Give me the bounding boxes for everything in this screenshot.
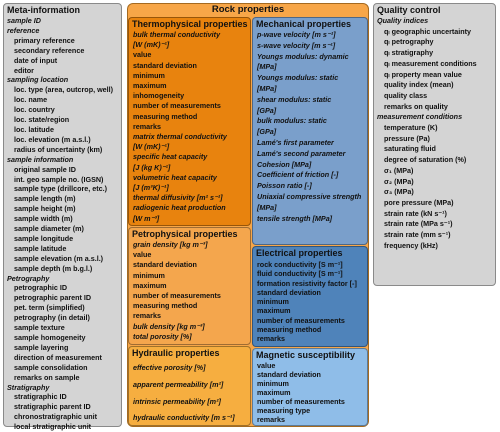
list-item: fluid conductivity [S m⁻¹] <box>257 269 343 279</box>
list-item: petrographic ID <box>14 283 68 293</box>
list-item: number of measurements <box>257 397 345 406</box>
meta-information-title: Meta-information <box>7 5 80 15</box>
list-heading: specific heat capacity <box>133 152 208 162</box>
list-heading: Poisson ratio [-] <box>257 181 312 191</box>
thermophysical-properties-title: Thermophysical properties <box>132 19 248 29</box>
list-item: remarks on quality <box>384 101 448 111</box>
list-item: number of measurements <box>257 315 345 325</box>
list-item: minimum <box>257 379 289 388</box>
list-heading: Quality indices <box>377 16 429 25</box>
petrophysical-properties-title: Petrophysical properties <box>132 229 238 239</box>
list-item: sample texture <box>14 323 65 333</box>
list-item: sample latitude <box>14 243 67 253</box>
list-item: inhomogeneity <box>133 91 185 101</box>
list-item: temperature (K) <box>384 123 438 133</box>
list-item: standard deviation <box>133 60 197 70</box>
list-item: strain rate (mm s⁻¹) <box>384 230 451 240</box>
list-item: σ₂ (MPa) <box>384 176 414 186</box>
thermophysical-properties-list <box>133 30 227 224</box>
list-heading: [J (kg K)⁻¹] <box>133 162 171 172</box>
hydraulic-properties-list <box>133 360 235 427</box>
list-item: minimum <box>257 297 289 307</box>
list-heading: [MPa] <box>257 83 277 93</box>
meta-information-list <box>7 16 113 432</box>
list-item: maximum <box>133 280 167 290</box>
list-item: radius of uncertainty (km) <box>14 144 103 154</box>
list-item: loc. type (area, outcrop, well) <box>14 85 114 95</box>
list-heading: [MPa] <box>257 62 277 72</box>
list-item: minimum <box>133 70 165 80</box>
list-item: loc. name <box>14 95 48 105</box>
list-heading: matrix thermal conductivity <box>133 132 227 142</box>
list-item: number of measurements <box>133 101 221 111</box>
list-item: measuring method <box>133 301 198 311</box>
list-heading: radiogenic heat production <box>133 203 226 213</box>
list-item: chronostratigraphic unit <box>14 412 98 422</box>
list-item: measuring method <box>133 111 198 121</box>
list-item: stratigraphic ID <box>14 392 67 402</box>
list-item: remarks on sample <box>14 372 80 382</box>
list-item: qₗ geographic uncertainty <box>384 26 472 36</box>
list-item: petrographic parent ID <box>14 293 92 303</box>
list-heading: Petrography <box>7 273 50 283</box>
mechanical-properties-title: Mechanical properties <box>256 19 352 29</box>
list-heading: shear modulus: static <box>257 94 332 104</box>
magnetic-susceptibility-title: Magnetic susceptibility <box>256 350 356 360</box>
list-item: date of input <box>14 55 58 65</box>
list-heading: bulk density [kg m⁻³] <box>133 321 205 331</box>
list-heading: tensile strength [MPa] <box>257 213 333 223</box>
electrical-properties-list <box>257 260 357 344</box>
list-item: sample type (drillcore, etc.) <box>14 184 108 194</box>
list-item: σ₁ (MPa) <box>384 165 414 175</box>
list-item: value <box>133 250 152 260</box>
list-heading: bulk modulus: static <box>257 116 327 126</box>
list-heading: Cohesion [MPa] <box>257 159 312 169</box>
list-heading: Uniaxial compressive strength <box>257 191 362 201</box>
list-heading: intrinsic permeability [m²] <box>133 396 221 406</box>
list-item: petrography (in detail) <box>14 313 90 323</box>
list-heading: volumetric heat capacity <box>133 172 217 182</box>
list-heading: bulk thermal conductivity <box>133 30 221 39</box>
list-item: minimum <box>133 270 165 280</box>
list-item: standard deviation <box>257 370 321 379</box>
list-item: original sample ID <box>14 164 76 174</box>
list-heading: [GPa] <box>257 105 277 115</box>
list-item: loc. state/region <box>14 115 70 125</box>
list-item: sample layering <box>14 342 69 352</box>
list-heading: Youngs modulus: static <box>257 73 339 83</box>
list-item: sample width (m) <box>14 214 73 224</box>
list-heading: [MPa] <box>257 202 277 212</box>
list-heading: p-wave velocity [m s⁻¹] <box>257 30 336 39</box>
list-item: value <box>257 361 276 370</box>
list-heading: grain density [kg m⁻³] <box>133 240 208 249</box>
list-item: primary reference <box>14 35 75 45</box>
list-item: maximum <box>257 306 291 316</box>
list-heading: measurement conditions <box>377 112 463 122</box>
list-heading: hydraulic conductivity [m s⁻¹] <box>133 413 235 423</box>
list-item: number of measurements <box>133 291 221 301</box>
list-item: standard deviation <box>133 260 197 270</box>
list-item: remarks <box>133 121 161 131</box>
list-item: σ₃ (MPa) <box>384 187 414 197</box>
list-item: stratigraphic parent ID <box>14 402 91 412</box>
list-item: loc. country <box>14 105 55 115</box>
list-heading: [W m⁻³] <box>133 213 160 223</box>
mechanical-properties-list <box>257 30 361 224</box>
list-item: sample elevation (m a.s.l.) <box>14 253 104 263</box>
list-heading: [J (m³K)⁻¹] <box>133 183 169 193</box>
list-heading: Youngs modulus: dynamic <box>257 51 349 61</box>
quality-control-list <box>377 16 477 251</box>
list-item: sample diameter (m) <box>14 224 84 234</box>
list-item: degree of saturation (%) <box>384 155 467 165</box>
list-heading: Coefficient of friction [-] <box>257 170 339 180</box>
list-item: quality class <box>384 90 428 100</box>
list-heading: [W (mK)⁻¹] <box>133 40 170 50</box>
list-heading: apparent permeability [m²] <box>133 379 224 389</box>
list-item: measuring type <box>257 406 311 415</box>
list-item: int. geo sample no. (IGSN) <box>14 174 104 184</box>
petrophysical-properties-list <box>133 240 221 342</box>
list-item: frequency (kHz) <box>384 240 438 250</box>
list-item: remarks <box>133 311 161 321</box>
list-item: qₗ stratigraphy <box>384 48 434 58</box>
list-item: loc. latitude <box>14 124 54 134</box>
list-item: maximum <box>257 388 291 397</box>
list-heading: sample ID <box>7 16 41 25</box>
list-item: sample longitude <box>14 233 74 243</box>
list-item: loc. elevation (m a.s.l.) <box>14 134 91 144</box>
list-item: qₗ petrography <box>384 37 434 47</box>
list-item: strain rate (MPa s⁻¹) <box>384 219 453 229</box>
list-heading: Stratigraphy <box>7 382 50 392</box>
list-heading: s-wave velocity [m s⁻¹] <box>257 40 336 50</box>
list-item: local stratigraphic unit <box>14 422 92 432</box>
list-item: remarks <box>257 415 285 424</box>
list-heading: effective porosity [%] <box>133 363 206 372</box>
list-item: formation resistivity factor [-] <box>257 278 357 288</box>
list-item: sample length (m) <box>14 194 76 204</box>
list-heading: thermal diffusivity [m² s⁻¹] <box>133 193 223 203</box>
list-heading: [W (mK)⁻¹] <box>133 142 170 152</box>
list-item: pet. term (simplified) <box>14 303 85 313</box>
electrical-properties-title: Electrical properties <box>256 248 343 258</box>
list-item: sample height (m) <box>14 204 76 214</box>
list-item: maximum <box>133 81 167 91</box>
hydraulic-properties-title: Hydraulic properties <box>132 348 220 358</box>
list-item: direction of measurement <box>14 352 102 362</box>
list-item: remarks <box>257 334 285 344</box>
list-item: measuring method <box>257 325 322 335</box>
list-item: qₗ measurement conditions <box>384 58 477 68</box>
list-item: strain rate (kN s⁻¹) <box>384 208 447 218</box>
list-item: pressure (Pa) <box>384 133 430 143</box>
list-item: saturating fluid <box>384 144 436 154</box>
list-item: sample depth (m b.g.l.) <box>14 263 93 273</box>
list-heading: total porosity [%] <box>133 331 192 341</box>
list-item: qₗ property mean value <box>384 69 462 79</box>
list-item: sample homogeneity <box>14 333 86 342</box>
list-item: value <box>133 50 152 60</box>
rock-properties-title: Rock properties <box>211 4 285 15</box>
list-heading: [GPa] <box>257 127 277 137</box>
list-item: pore pressure (MPa) <box>384 197 454 207</box>
list-item: quality index (mean) <box>384 80 454 90</box>
list-heading: Lamé's second parameter <box>257 148 346 158</box>
list-item: rock conductivity [S m⁻¹] <box>257 260 343 269</box>
list-heading: sampling location <box>7 75 69 85</box>
list-item: standard deviation <box>257 287 321 297</box>
list-item: sample consolidation <box>14 362 88 372</box>
list-heading: sample information <box>7 154 74 164</box>
magnetic-susceptibility-list <box>257 361 345 424</box>
quality-control-title: Quality control <box>377 5 441 15</box>
list-item: editor <box>14 65 34 75</box>
list-heading: Lamé's first parameter <box>257 137 334 147</box>
list-heading: reference <box>7 25 40 35</box>
list-item: secondary reference <box>14 45 85 55</box>
